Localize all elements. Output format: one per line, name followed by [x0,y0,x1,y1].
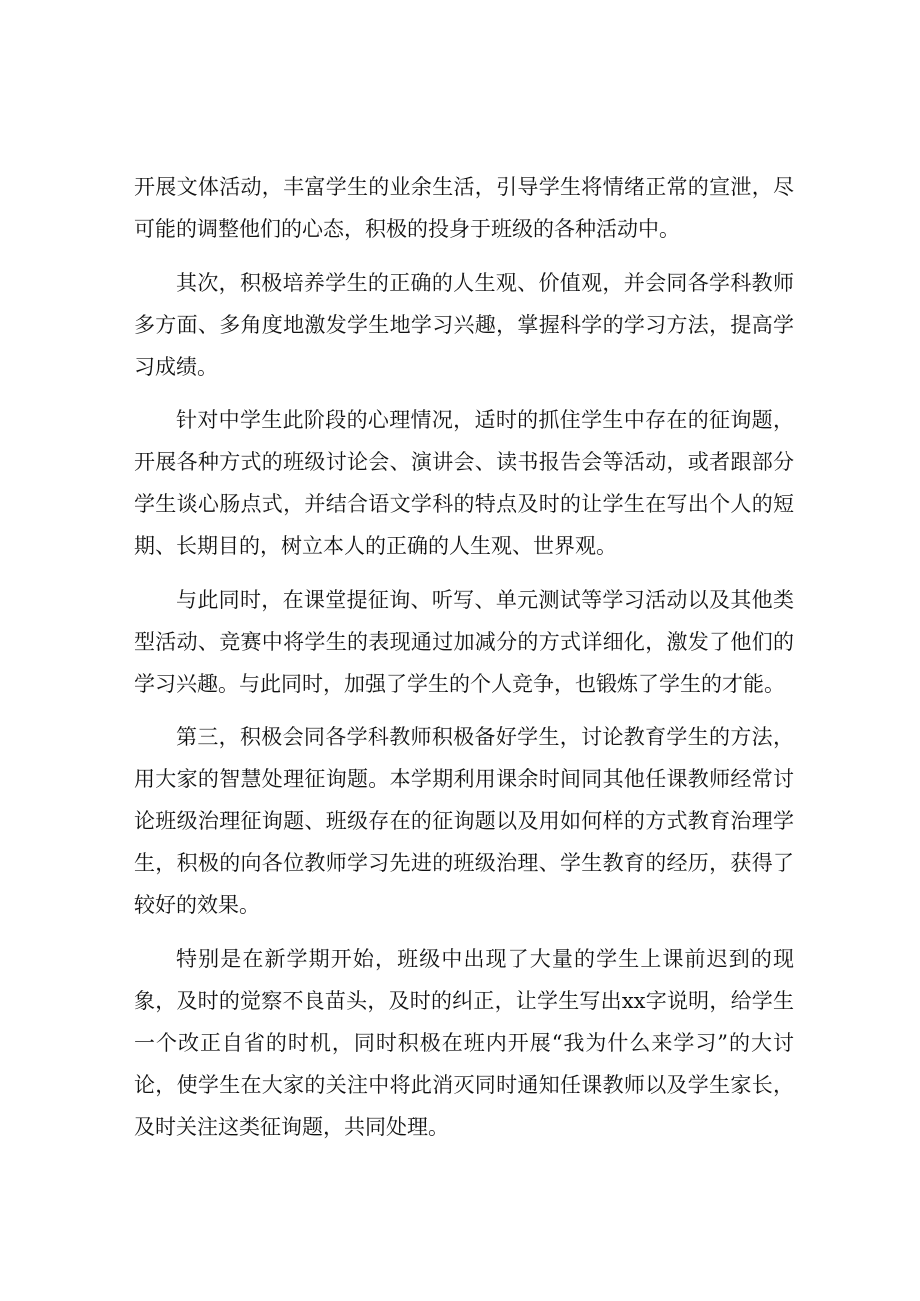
paragraph-6: 特别是在新学期开始，班级中出现了大量的学生上课前迟到的现象，及时的觉察不良苗头，及时的纠正，让学生写出xx字说明，给学生一个改正自省的时机，同时积极在班内开展“我为什么来学习”的大讨论，使学生在大家的关注中将此消灭同时通知任课教师以及学生家长，及时关注这类征询题，共同处理。 [134,946,794,1139]
paragraph-4: 与此同时，在课堂提征询、听写、单元测试等学习活动以及其他类型活动、竞赛中将学生的表现通过加减分的方式详细化，激发了他们的学习兴趣。与此同时，加强了学生的个人竞争，也锻炼了学生的才能。 [134,587,794,696]
paragraph-1: 开展文体活动，丰富学生的业余生活，引导学生将情绪正常的宣泄，尽可能的调整他们的心态，积极的投身于班级的各种活动中。 [134,175,794,241]
paragraph-2: 其次，积极培养学生的正确的人生观、价值观，并会同各学科教师多方面、多角度地激发学生地学习兴趣，掌握科学的学习方法，提高学习成绩。 [134,270,794,379]
document-body [134,166,794,1159]
paragraph-5: 第三，积极会同各学科教师积极备好学生，讨论教育学生的方法，用大家的智慧处理征询题。本学期利用课余时间同其他任课教师经常讨论班级治理征询题、班级存在的征询题以及用如何样的方式教育治理学生，积极的向各位教师学习先进的班级治理、学生教育的经历，获得了较好的效果。 [134,725,794,917]
paragraph-3: 针对中学生此阶段的心理情况，适时的抓住学生中存在的征询题，开展各种方式的班级讨论会、演讲会、读书报告会等活动，或者跟部分学生谈心肠点式，并结合语文学科的特点及时的让学生在写出个人的短期、长期目的，树立本人的正确的人生观、世界观。 [134,408,794,558]
